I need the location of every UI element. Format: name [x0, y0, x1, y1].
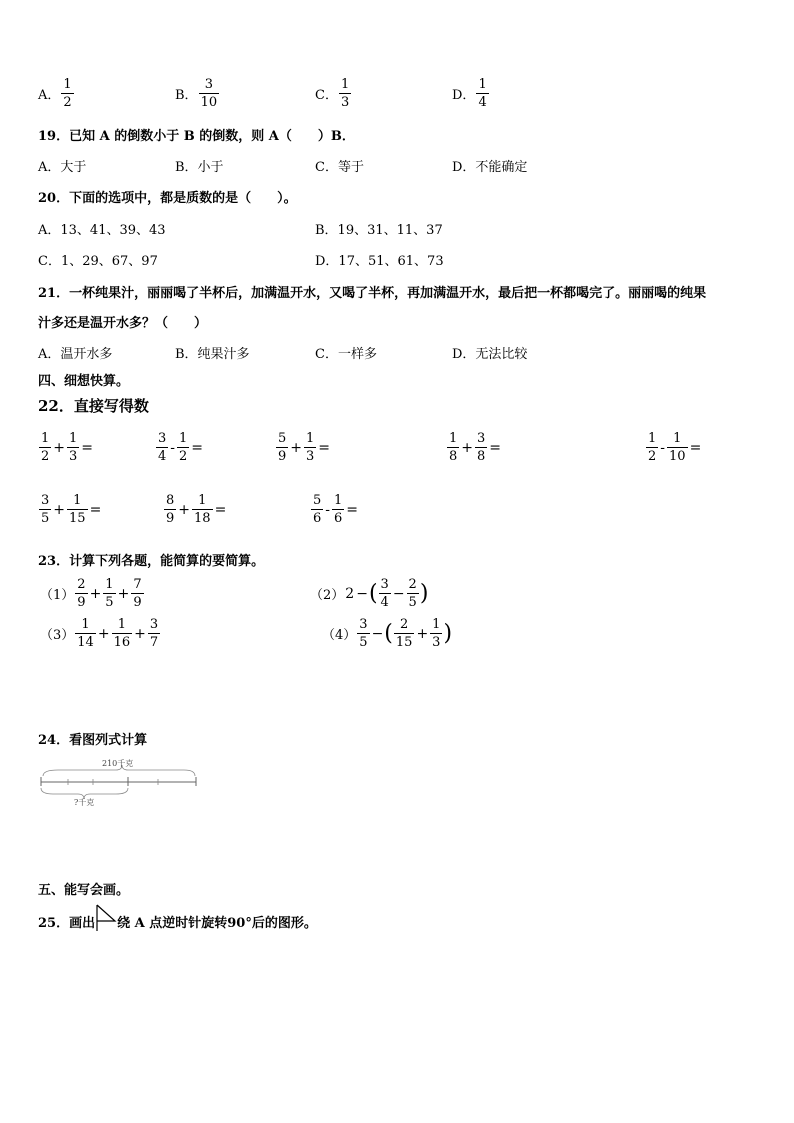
q23-problem-1: （1） $\frac{2}{9}$ + $\frac{1}{5}$ + $\frac{7}{9}$: [40, 577, 142, 610]
q22-item-3: $\frac{5}{9}$ + $\frac{1}{3}$ =: [278, 431, 331, 464]
q22-item-6: $\frac{3}{5}$ + $\frac{1}{15}$ =: [41, 493, 102, 526]
q25-suffix: 绕 A 点逆时针旋转90°后的图形。: [117, 916, 317, 931]
q23-problem-3: （3） $\frac{1}{14}$ + $\frac{1}{16}$ + $\frac{3}{7}$: [40, 617, 159, 650]
q22-item-4: $\frac{1}{8}$ + $\frac{3}{8}$ =: [449, 431, 502, 464]
q22-item-7: $\frac{8}{9}$ + $\frac{1}{18}$ =: [166, 493, 227, 526]
q25-prefix: 25．画出: [38, 916, 96, 931]
q20-option-b: B．19、31、11、37: [315, 223, 443, 238]
q24-unknown-label: ?千克: [74, 798, 95, 807]
q22-title: 22．直接写得数: [38, 397, 149, 415]
q23-problem-2: （2）2 −( $\frac{3}{4}$ − $\frac{2}{5}$ ): [310, 577, 429, 610]
q24-title: 24．看图列式计算: [38, 733, 148, 748]
q21-option-b: B．纯果汁多: [175, 347, 250, 362]
q20-option-c: C．1、29、67、97: [38, 254, 158, 269]
q24-total-label: 210千克: [102, 759, 134, 768]
q22-item-5: $\frac{1}{2}$ - $\frac{1}{10}$ =: [648, 431, 702, 464]
q21-option-c: C．一样多: [315, 347, 377, 362]
q20-option-a: A．13、41、39、43: [38, 223, 166, 238]
triangle-icon: [95, 903, 117, 933]
q21-stem-line2: 汁多还是温开水多？（ ）: [38, 316, 208, 331]
q19-option-b: B．小于: [175, 160, 224, 175]
q23-problem-4: （4） $\frac{3}{5}$ −( $\frac{2}{15}$ + $\frac{1}{3}$ ): [322, 617, 453, 650]
q22-item-8: $\frac{5}{6}$ - $\frac{1}{6}$ =: [313, 493, 359, 526]
q23-title: 23．计算下列各题，能简算的要简算。: [38, 554, 265, 569]
q22-item-1: $\frac{1}{2}$ + $\frac{1}{3}$ =: [41, 431, 94, 464]
q18-option-b: B． $\frac{3}{10}$: [175, 77, 218, 110]
q19-option-c: C．等于: [315, 160, 364, 175]
q19-option-a: A．大于: [38, 160, 87, 175]
q18-option-a: A． $\frac{1}{2}$: [38, 77, 72, 110]
section-4-heading: 四、细想快算。: [38, 374, 130, 389]
q22-item-2: $\frac{3}{4}$ - $\frac{1}{2}$ =: [158, 431, 204, 464]
q21-stem-line1: 21．一杯纯果汁，丽丽喝了半杯后，加满温开水，又喝了半杯，再加满温开水，最后把一杯都喝完了。丽丽喝的纯果: [38, 286, 707, 301]
section-5-heading: 五、能写会画。: [38, 883, 130, 898]
triangle-figure: [95, 911, 117, 927]
q18-option-c: C． $\frac{1}{3}$: [315, 77, 350, 110]
q20-stem: 20．下面的选项中，都是质数的是（ ）。: [38, 191, 297, 206]
q21-option-d: D．无法比较: [452, 347, 528, 362]
q24-line-diagram: [38, 755, 203, 815]
q21-option-a: A．温开水多: [38, 347, 113, 362]
q19-stem: 19．已知 A 的倒数小于 B 的倒数，则 A（ ）B．: [38, 129, 355, 144]
q25-stem: [38, 911, 317, 931]
q19-option-d: D．不能确定: [452, 160, 528, 175]
q18-option-d: D． $\frac{1}{4}$: [452, 77, 487, 110]
q20-option-d: D．17、51、61、73: [315, 254, 444, 269]
